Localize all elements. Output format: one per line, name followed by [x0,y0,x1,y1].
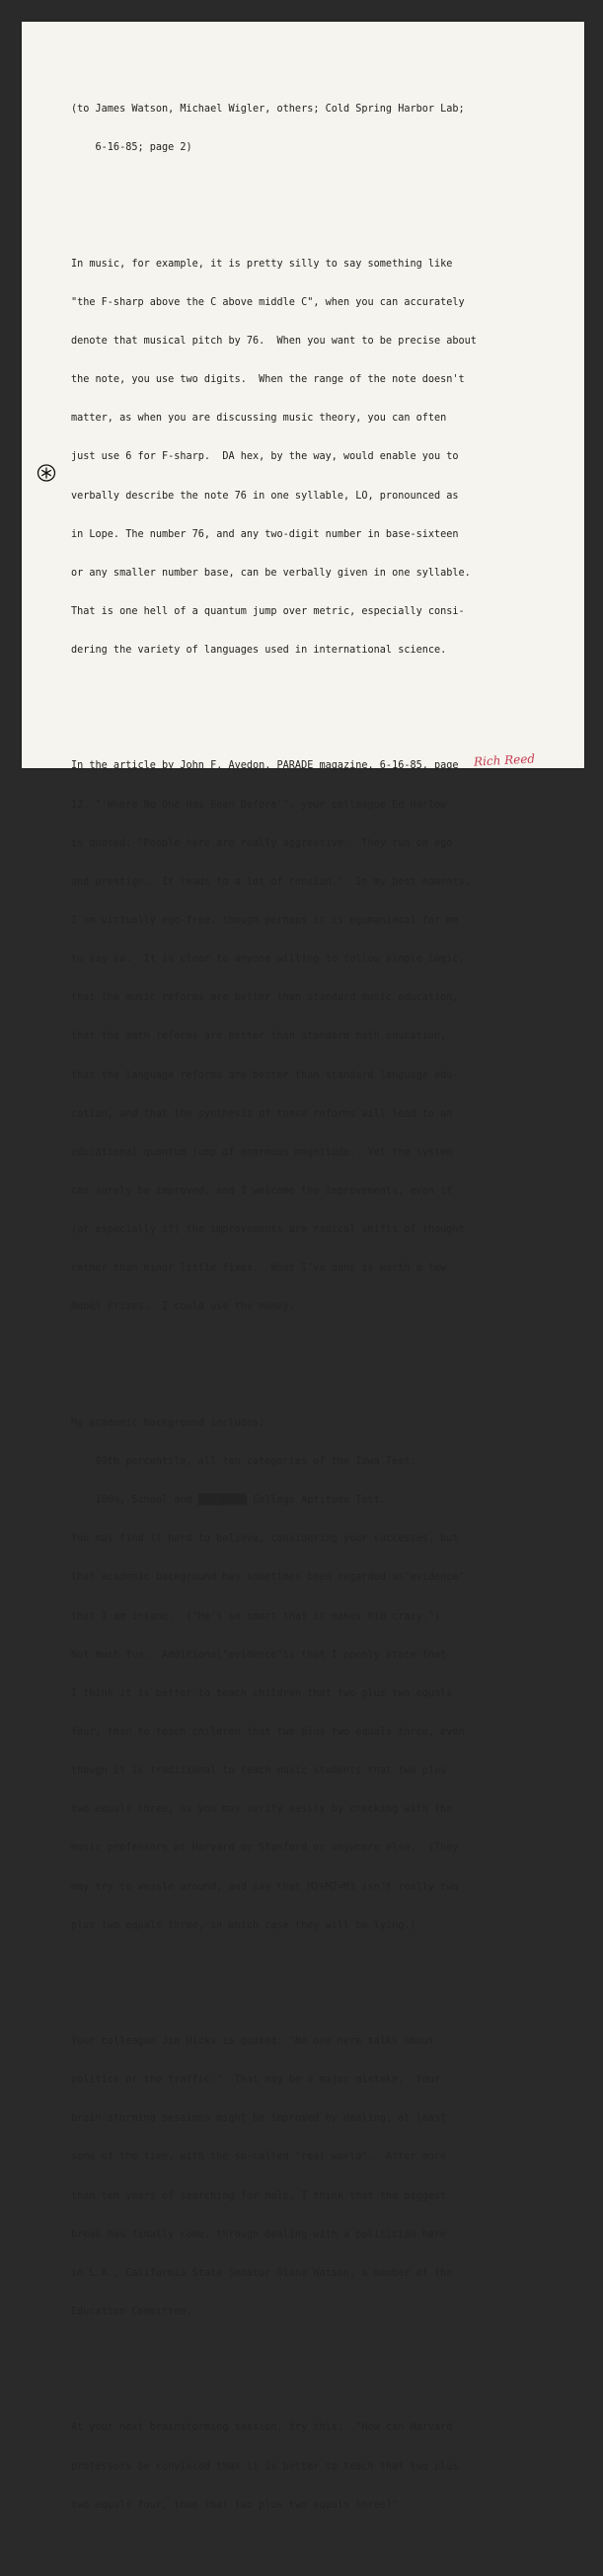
text-line: educational quantum jump of enormous magnitude. Yet the system [71,1146,453,1158]
text-line: In music, for example, it is pretty silly to say something like [71,258,453,270]
text-line: At your next brainstorming session, try this: "How can Harvard [71,2422,453,2434]
text-line: the note, you use two digits. When the range of the note doesn't [71,374,465,386]
text-line: and prestige. It leads to a lot of tension." In my best moments, [71,876,471,888]
text-line: (or especially if) the improvements are radical shifts of thought [71,1224,465,1236]
document-page [22,22,584,2511]
text-line: Nobel Prizes. I could use the money. [71,1301,295,1313]
text-line: rather than minor little fixes. What I've done is worth a few [71,1263,447,1275]
signature: Rich Reed [473,751,536,769]
letter-header [71,77,561,180]
text-line: politics or the traffic." That may be a major mistake. Your [71,2074,441,2086]
text-line: matter, as when you are discussing music theory, you can often [71,413,447,425]
text-line: Education Committee. [71,2306,192,2318]
text-line: four, than to teach children that two plus two equals three, even [71,1726,465,1738]
text-line: brain-storming sessions might be improved by dealing, at least [71,2113,447,2125]
text-line: than ten years of searching for help, I think that the biggest [71,2190,447,2202]
text-line: I think it is better to teach children that two plus two equals [71,1687,453,1699]
text-line: that the music reforms are better than standard music education, [71,992,459,1004]
text-line: dering the variety of languages used in international science. [71,645,447,657]
text-line: two equals four, than that two plus two equals three?" [71,2499,399,2511]
text-line: just use 6 for F-sharp. DA hex, by the way, would enable you to [71,451,459,463]
header-line: (to James Watson, Michael Wigler, others; Cold Spring Harbor Lab; [71,104,465,116]
text-line: Your colleague Jim Hicks is quoted: "No one here talks about [71,2036,435,2048]
text-line: can surely be improved, and I welcome the improvements, even if [71,1186,453,1198]
text-line: Not much fun. Additional"evidence"is that I openly state that [71,1649,447,1661]
text-line: is quoted: "People here are really aggressive. They run on ego [71,837,453,849]
text-line: that academic background has sometimes been regarded as"evidence" [71,1572,465,1584]
text-line: verbally describe the note 76 in one syllable, LO, pronounced as [71,490,459,502]
text-line: 99th percentile, all ten categories of the Iowa Test. [71,1455,416,1467]
text-line: 12, "'Where No One Has Been Before'", your colleague Ed Harlow [71,799,447,811]
text-line: "the F-sharp above the C above middle C", when you can accurately [71,296,465,308]
text-line: though it is traditional to teach music students that two plus [71,1765,447,1777]
text-line: That is one hell of a quantum jump over metric, especially consi- [71,605,465,617]
text-line: I am virtually ego-free, though perhaps it is egomaniacal for me [71,915,459,927]
text-line: You may find it hard to believe, considering your successes, but [71,1533,459,1545]
text-line: plus two equals three, in which case they will be lying.) [71,1919,416,1931]
text-line: two equals three, as you may verify easily by checking with the [71,1804,453,1816]
text-line: denote that musical pitch by 76. When you want to be precise about [71,335,477,347]
text-line: In the article by John F. Avedon, PARADE magazine, 6-16-85, page [71,760,459,772]
text-line: break has finally come, through dealing with a politician here [71,2228,447,2240]
paragraph-background [71,1391,561,1958]
text-line: in L.A., California State Senator Diane Watson, a member of the [71,2267,453,2279]
text-line: in Lope. The number 76, and any two-digit number in base-sixteen [71,528,459,540]
paragraph-closing [71,2395,561,2537]
paragraph-music [71,232,561,683]
text-line: music professors at Harvard or Stanford or anywhere else. (They [71,1842,459,1854]
text-line: professors be convinced that it is better to teach that two plus [71,2460,459,2472]
paragraph-article [71,734,561,1339]
text-line: or any smaller number base, can be verbally given in one syllable. [71,567,471,579]
circled-asterisk-icon [37,463,56,483]
text-line: may try to weasle around, and say that M2+M2=M3 isn't really two [71,1881,459,1893]
text-line: 100%, School and ▓▓▓▓▓▓▓▓ College Aptitude Test. [71,1495,386,1507]
letter-body [71,51,561,2576]
paragraph-hicks [71,2009,561,2344]
text-line: My academic background includes: [71,1417,265,1429]
text-line: that I am insane. ("He's so smart that it makes him crazy.") [71,1610,441,1622]
text-line: that the math reforms are better than standard math education, [71,1031,447,1043]
text-line: some of the time, with the so-called "real world". After more [71,2151,447,2163]
text-line: to say so. It is clear to anyone willing to follow simple logic, [71,954,465,966]
text-line: that the language reforms are better than standard language edu- [71,1069,459,1081]
header-line: 6-16-85; page 2) [71,142,192,154]
text-line: cation, and that the synthesis of these reforms will lead to an [71,1108,453,1120]
